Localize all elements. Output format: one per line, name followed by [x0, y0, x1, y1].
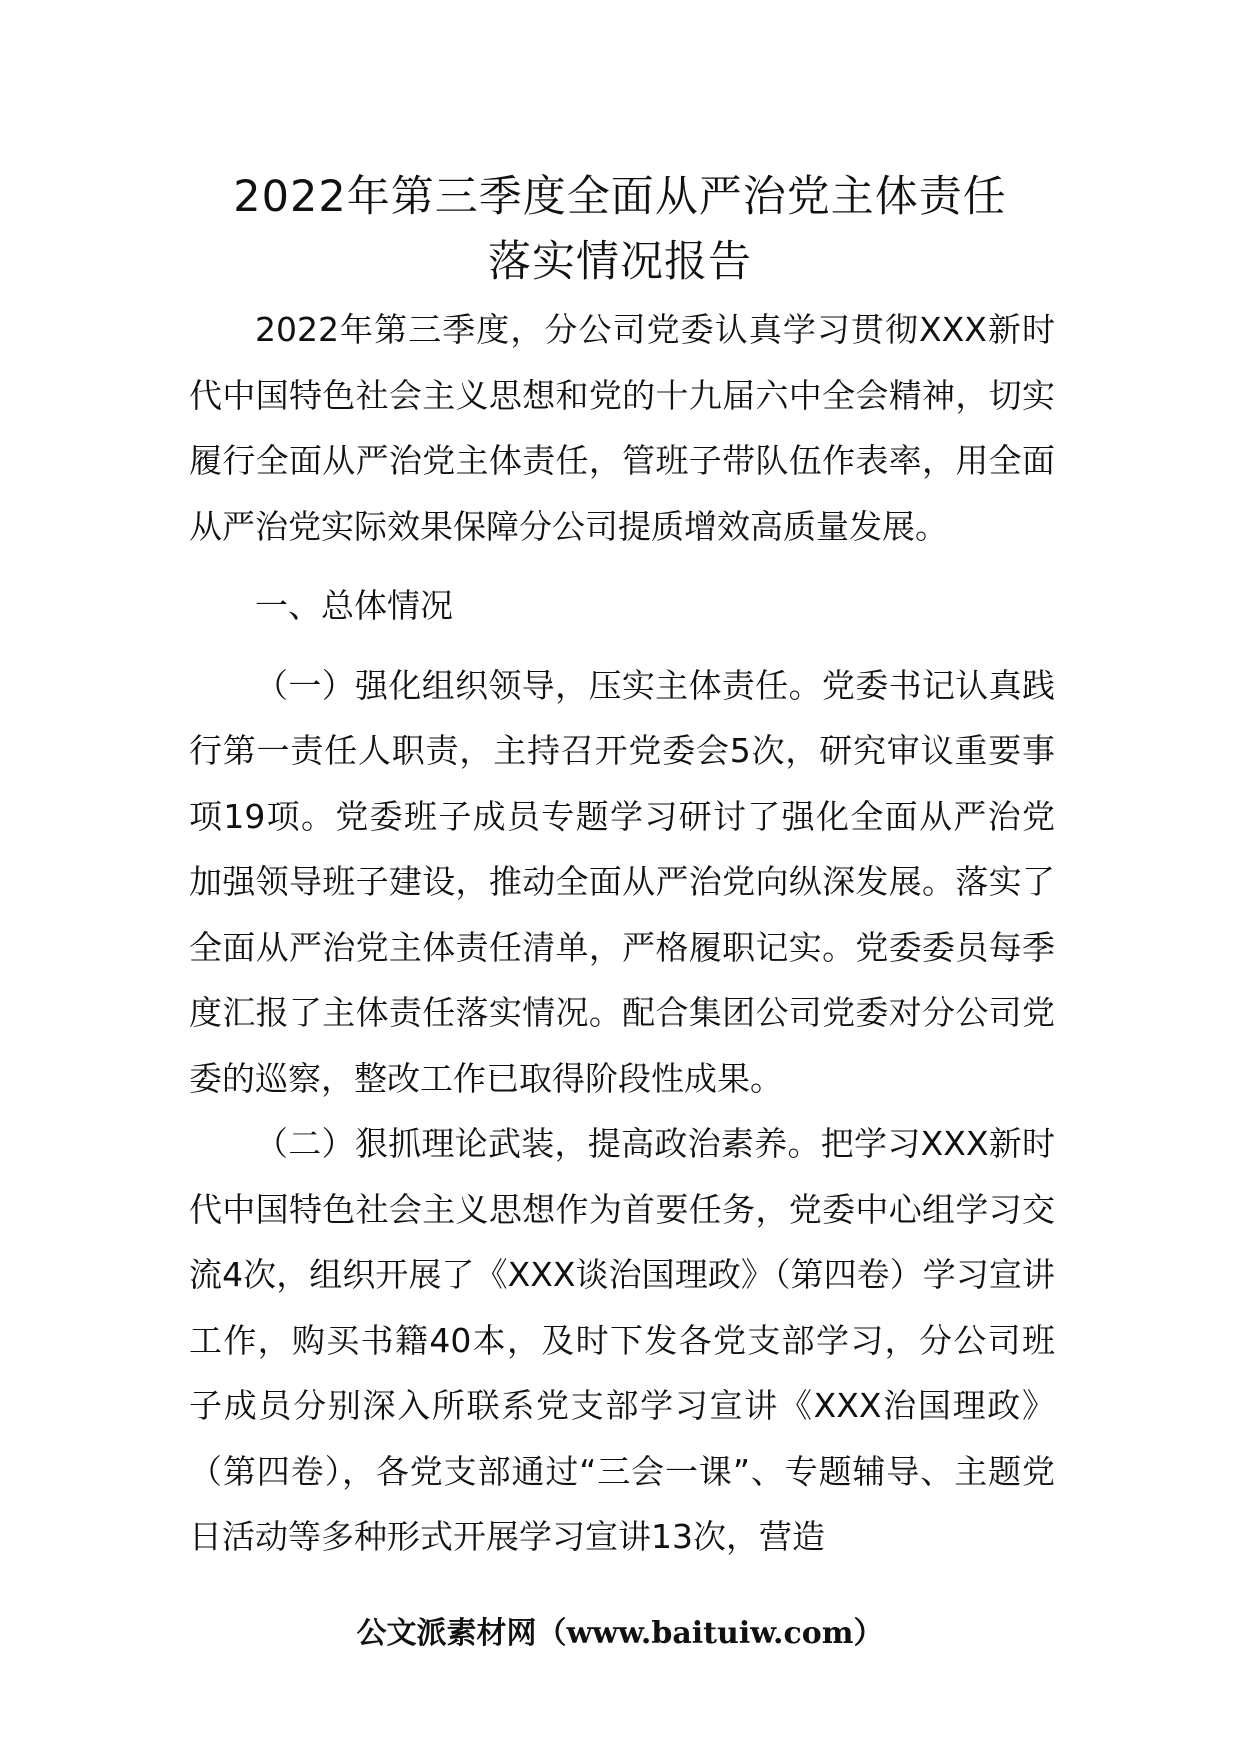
report-title-line-1: 2022年第三季度全面从严治党主体责任	[233, 172, 1007, 222]
item-paragraph-1: （一）强化组织领导，压实主体责任。党委书记认真践行第一责任人职责，主持召开党委会5次，研究审议重要事项19项。党委班子成员专题学习研讨了强化全面从严治党加强领导班子建设，推动全面从严治党向纵深发展。落实了全面从严治党主体责任清单，严格履职记实。党委委员每季度汇报了主体责任落实情况。配合集团公司党委对分公司党委的巡察，整改工作已取得阶段性成果。	[189, 665, 1055, 1098]
section-heading-overall: 一、总体情况	[255, 586, 453, 625]
intro-paragraph: 2022年第三季度，分公司党委认真学习贯彻XXX新时代中国特色社会主义思想和党的十九届六中全会精神，切实履行全面从严治党主体责任，管班子带队伍作表率，用全面从严治党实际效果保障分公司提质增效高质量发展。	[189, 310, 1055, 546]
report-title-line-2: 落实情况报告	[488, 237, 752, 287]
item-paragraph-2: （二）狠抓理论武装，提高政治素养。把学习XXX新时代中国特色社会主义思想作为首要任务，党委中心组学习交流4次，组织开展了《XXX谈治国理政》（第四卷）学习宣讲工作，购买书籍40本，及时下发各党支部学习，分公司班子成员分别深入所联系党支部学习宣讲《XXX治国理政》（第四卷），各党支部通过“三会一课”、专题辅导、主题党日活动等多种形式开展学习宣讲13次，营造	[189, 1124, 1055, 1556]
report-body	[189, 297, 1055, 1570]
footer-watermark: 公文派素材网（www.baituiw.com）	[356, 1616, 884, 1651]
